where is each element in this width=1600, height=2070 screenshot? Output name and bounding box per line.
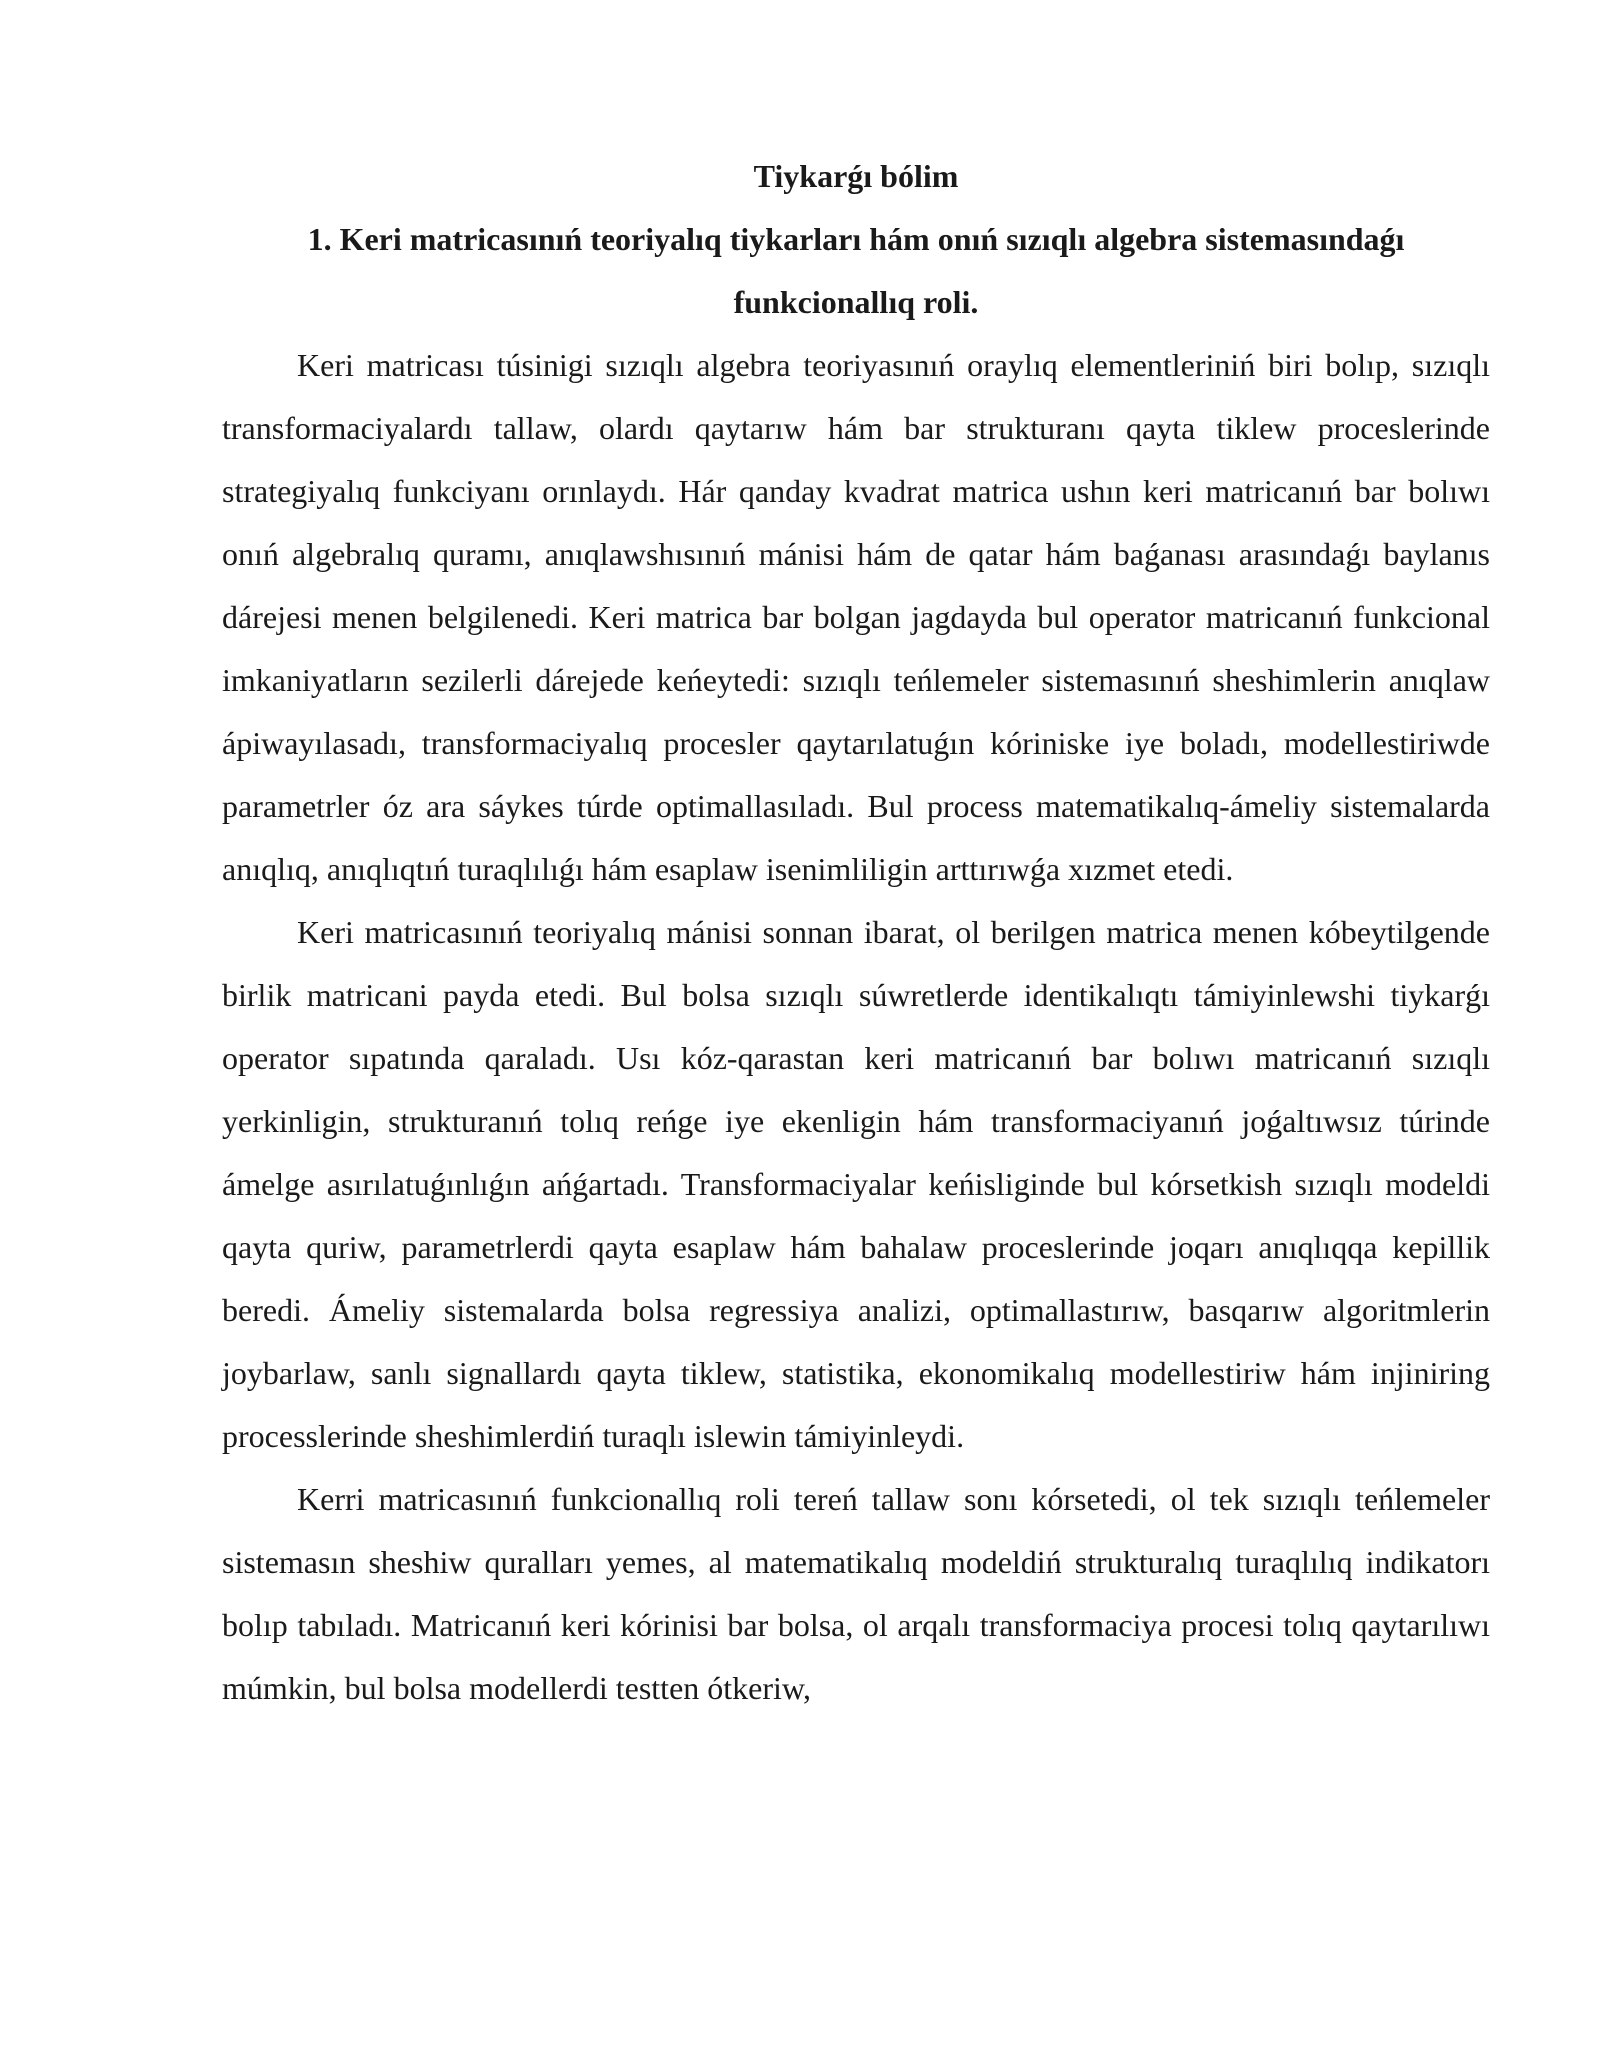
section-title: Tiykarǵı bólim: [753, 158, 959, 194]
paragraph-3: Kerri matricasınıń funkcionallıq roli tereń tallaw sonı kórsetedi, ol tek sızıqlı teńlemeler sistemasın sheshiw quralları yemes, al matematikalıq modeldiń strukturalıq turaqlılıq indikatorı bolıp tabıladı. Matricanıń keri kórinisi bar bolsa, ol arqalı transformaciya procesi tolıq qaytarılıwı múmkin, bul bolsa modellerdi testten ótkeriw,: [222, 1481, 1490, 1706]
chapter-heading: 1. Keri matricasınıń teoriyalıq tiykarları hám onıń sızıqlı algebra sistemasındaǵı funkcionallıq roli.: [307, 221, 1405, 320]
document-page: [222, 145, 1490, 1720]
paragraph-1: Keri matricası túsinigi sızıqlı algebra teoriyasınıń oraylıq elementleriniń biri bolıp, sızıqlı transformaciyalardı tallaw, olardı qaytarıw hám bar strukturanı qayta tiklew proceslerinde strategiyalıq funkciyanı orınlaydı. Hár qanday kvadrat matrica ushın keri matricanıń bar bolıwı onıń algebralıq quramı, anıqlawshısınıń mánisi hám de qatar hám baǵanası arasındaǵı baylanıs dárejesi menen belgilenedi. Keri matrica bar bolgan jagdayda bul operator matricanıń funkcional imkaniyatların sezilerli dárejede keńeytedi: sızıqlı teńlemeler sistemasınıń sheshimlerin anıqlaw ápiwayılasadı, transformaciyalıq procesler qaytarılatuǵın kóriniske iye boladı, modellestiriwde parametrler óz ara sáykes túrde optimallasıladı. Bul process matematikalıq-ámeliy sistemalarda anıqlıq, anıqlıqtıń turaqlılıǵı hám esaplaw isenimliligin arttırıwǵa xızmet etedi.: [222, 347, 1490, 887]
paragraph-2: Keri matricasınıń teoriyalıq mánisi sonnan ibarat, ol berilgen matrica menen kóbeytilgende birlik matricani payda etedi. Bul bolsa sızıqlı súwretlerde identikalıqtı támiyinlewshi tiykarǵı operator sıpatında qaraladı. Usı kóz-qarastan keri matricanıń bar bolıwı matricanıń sızıqlı yerkinligin, strukturanıń tolıq reńge iye ekenligin hám transformaciyanıń joǵaltıwsız túrinde ámelge asırılatuǵınlıǵın ańǵartadı. Transformaciyalar keńisliginde bul kórsetkish sızıqlı modeldi qayta quriw, parametrlerdi qayta esaplaw hám bahalaw proceslerinde joqarı anıqlıqqa kepillik beredi. Ámeliy sistemalarda bolsa regressiya analizi, optimallastırıw, basqarıw algoritmlerin joybarlaw, sanlı signallardı qayta tiklew, statistika, ekonomikalıq modellestiriw hám injiniring processlerinde sheshimlerdiń turaqlı islewin támiyinleydi.: [222, 914, 1490, 1454]
